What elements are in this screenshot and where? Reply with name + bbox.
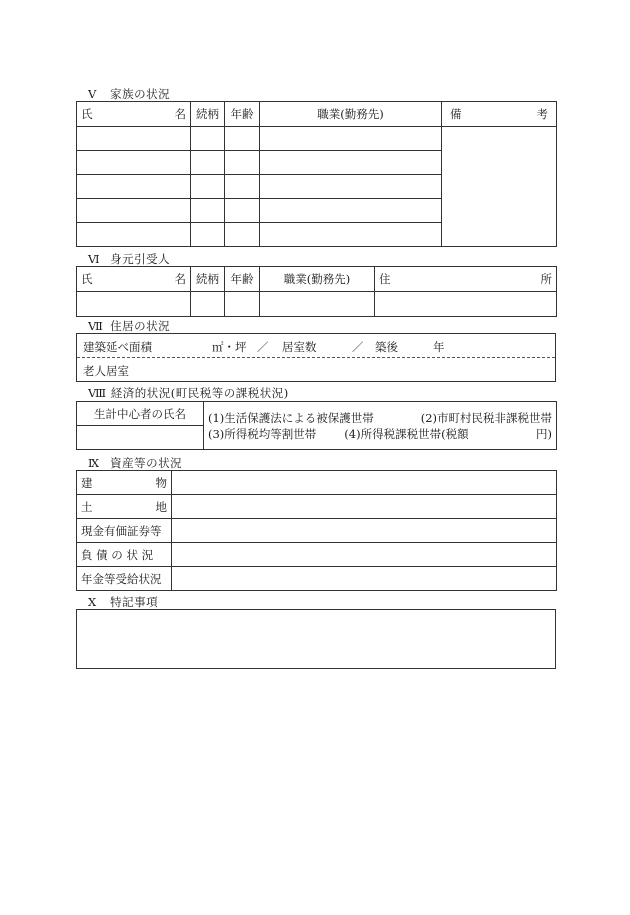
option-1[interactable]: (1)生活保護法による被保護世帯 [208,410,374,425]
residence-box [76,333,556,382]
asset-pension-cell[interactable] [172,567,557,591]
section-label: 家族の状況 [110,87,171,101]
asset-debt-cell[interactable] [172,543,557,567]
family-relation-cell[interactable] [191,127,225,151]
header-remarks: 備 考 [442,102,557,127]
head-name-cell[interactable] [77,426,204,450]
family-relation-cell[interactable] [191,151,225,175]
family-job-cell[interactable] [260,223,442,247]
family-age-cell[interactable] [225,127,260,151]
built-label: 築後 [375,340,398,354]
header-address: 住 所 [375,267,557,292]
asset-land-label: 土 地 [77,495,172,519]
header-age: 年齢 [225,267,260,292]
elder-room-label: 老人居室 [83,364,129,378]
family-age-cell[interactable] [225,151,260,175]
section-label: 経済的状況(町民税等の課税状況) [110,386,289,400]
economic-table [76,401,557,450]
family-job-cell[interactable] [260,151,442,175]
header-job: 職業(勤務先) [260,267,375,292]
family-section-title [88,86,170,102]
tax-status-options [204,402,557,450]
section-number: Ⅹ [88,595,97,609]
guarantor-address-cell[interactable] [375,292,557,317]
asset-land-cell[interactable] [172,495,557,519]
family-table [76,101,557,247]
option-2[interactable]: (2)市町村民税非課税世帯 [420,410,552,425]
section-label: 住居の状況 [110,319,171,333]
economic-section-title [88,385,289,401]
slash: ／ [257,340,269,354]
family-relation-cell[interactable] [191,223,225,247]
guarantor-relation-cell[interactable] [191,292,225,317]
family-age-cell[interactable] [225,223,260,247]
floor-area-unit: ㎡・坪 [212,340,247,354]
guarantor-section-title [88,251,170,267]
slash: ／ [352,340,364,354]
section-number: Ⅴ [88,87,97,101]
guarantor-table [76,266,557,317]
family-relation-cell[interactable] [191,199,225,223]
residence-section-title [88,318,170,334]
family-name-cell[interactable] [77,199,191,223]
family-age-cell[interactable] [225,175,260,199]
family-name-cell[interactable] [77,151,191,175]
asset-building-cell[interactable] [172,471,557,495]
header-job: 職業(勤務先) [260,102,442,127]
asset-debt-label: 負 債 の 状 況 [77,543,172,567]
section-number: Ⅵ [88,252,101,266]
family-age-cell[interactable] [225,199,260,223]
section-label: 身元引受人 [110,252,171,266]
rooms-label: 居室数 [282,340,317,354]
section-number: Ⅷ [88,386,107,400]
header-relation: 続柄 [191,102,225,127]
family-name-cell[interactable] [77,175,191,199]
family-job-cell[interactable] [260,199,442,223]
guarantor-age-cell[interactable] [225,292,260,317]
header-relation: 続柄 [191,267,225,292]
assets-section-title [88,455,182,471]
guarantor-job-cell[interactable] [260,292,375,317]
asset-pension-label: 年金等受給状況 [77,567,172,591]
floor-area-label: 建築延べ面積 [83,340,152,354]
header-name: 氏 名 [77,102,191,127]
assets-table [76,470,557,591]
section-label: 資産等の状況 [110,456,183,470]
dashed-divider [77,357,555,358]
family-job-cell[interactable] [260,127,442,151]
section-label: 特記事項 [110,595,159,609]
family-relation-cell[interactable] [191,175,225,199]
option-4[interactable]: (4)所得税課税世帯(税額 [344,426,469,441]
head-name-label: 生計中心者の氏名 [77,402,204,426]
family-name-cell[interactable] [77,127,191,151]
yen-label: 円) [536,426,552,441]
asset-building-label: 建 物 [77,471,172,495]
section-number: Ⅶ [88,319,104,333]
family-remarks-cell[interactable] [442,127,557,247]
year-label: 年 [433,340,445,354]
option-3[interactable]: (3)所得税均等割世帯 [208,426,317,441]
family-name-cell[interactable] [77,223,191,247]
guarantor-name-cell[interactable] [77,292,191,317]
notes-box[interactable] [76,609,556,669]
header-age: 年齢 [225,102,260,127]
section-number: Ⅸ [88,456,100,470]
family-job-cell[interactable] [260,175,442,199]
header-name: 氏 名 [77,267,191,292]
notes-section-title [88,594,158,610]
asset-cash-label: 現金有価証券等 [77,519,172,543]
asset-cash-cell[interactable] [172,519,557,543]
